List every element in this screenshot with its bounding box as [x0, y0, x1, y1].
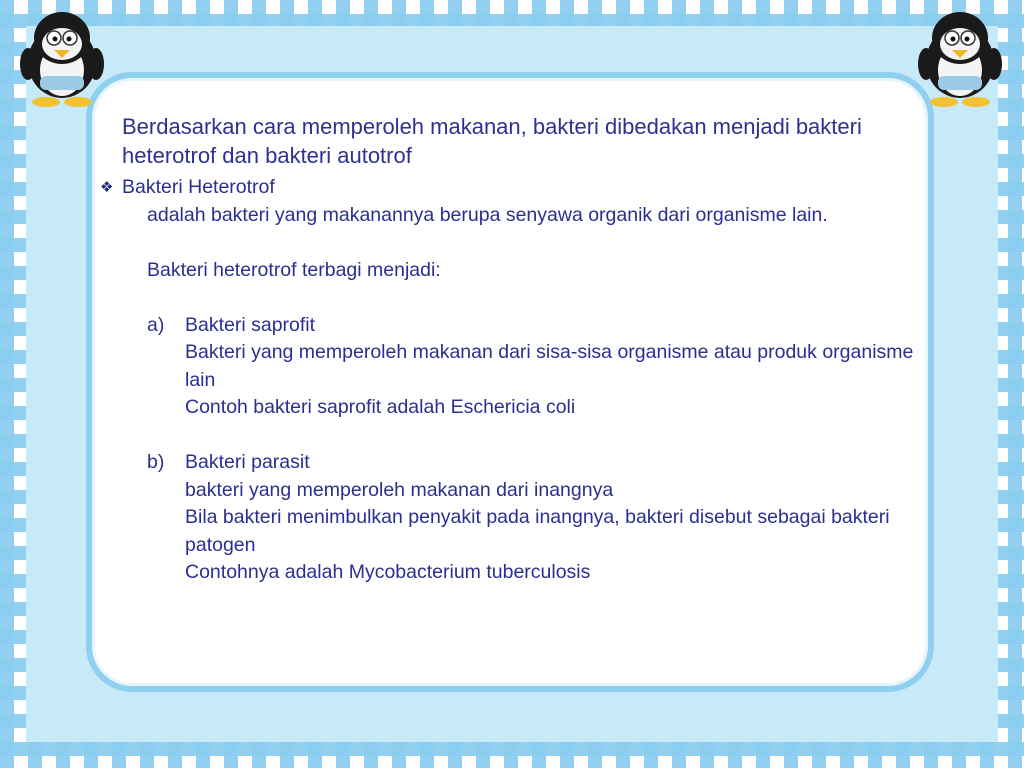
body-text	[96, 174, 926, 587]
intro-text: Berdasarkan cara memperoleh makanan, bakteri dibedakan menjadi bakteri heterotrof dan bakteri autotrof	[122, 114, 862, 168]
penguin-icon	[912, 4, 1008, 108]
division-intro: Bakteri heterotrof terbagi menjadi:	[147, 258, 441, 281]
spacer	[96, 284, 926, 312]
list-item-line: bakteri yang memperoleh makanan dari inangnya	[185, 478, 614, 501]
list-item-line: Contohnya adalah Mycobacterium tuberculosis	[185, 561, 591, 583]
slide-content	[96, 112, 926, 587]
definition-text: adalah bakteri yang makanannya berupa senyawa organik dari organisme lain.	[147, 203, 828, 226]
list-item	[147, 312, 926, 422]
spacer	[96, 422, 926, 450]
list-item-line: Bakteri yang memperoleh makanan dari sisa-sisa organisme atau produk organisme lain	[185, 341, 914, 391]
diamond-bullet-icon: ❖	[100, 179, 114, 196]
list-item-title: Bakteri parasit	[185, 451, 310, 473]
list-marker: b)	[147, 451, 165, 473]
list-item-line: Contoh bakteri saprofit adalah Eschericia coli	[185, 396, 576, 418]
spacer	[96, 229, 926, 257]
list-item	[147, 449, 926, 587]
list-marker: a)	[147, 313, 165, 336]
penguin-icon	[14, 4, 110, 108]
list-item-body	[185, 312, 925, 422]
bullet-title: Bakteri Heterotrof	[122, 176, 275, 198]
list-item-title: Bakteri saprofit	[185, 313, 316, 336]
list-item-body	[185, 449, 925, 587]
list-item-line: Bila bakteri menimbulkan penyakit pada inangnya, bakteri disebut sebagai bakteri patogen	[185, 506, 890, 556]
bullet-heterotrof	[96, 174, 926, 202]
